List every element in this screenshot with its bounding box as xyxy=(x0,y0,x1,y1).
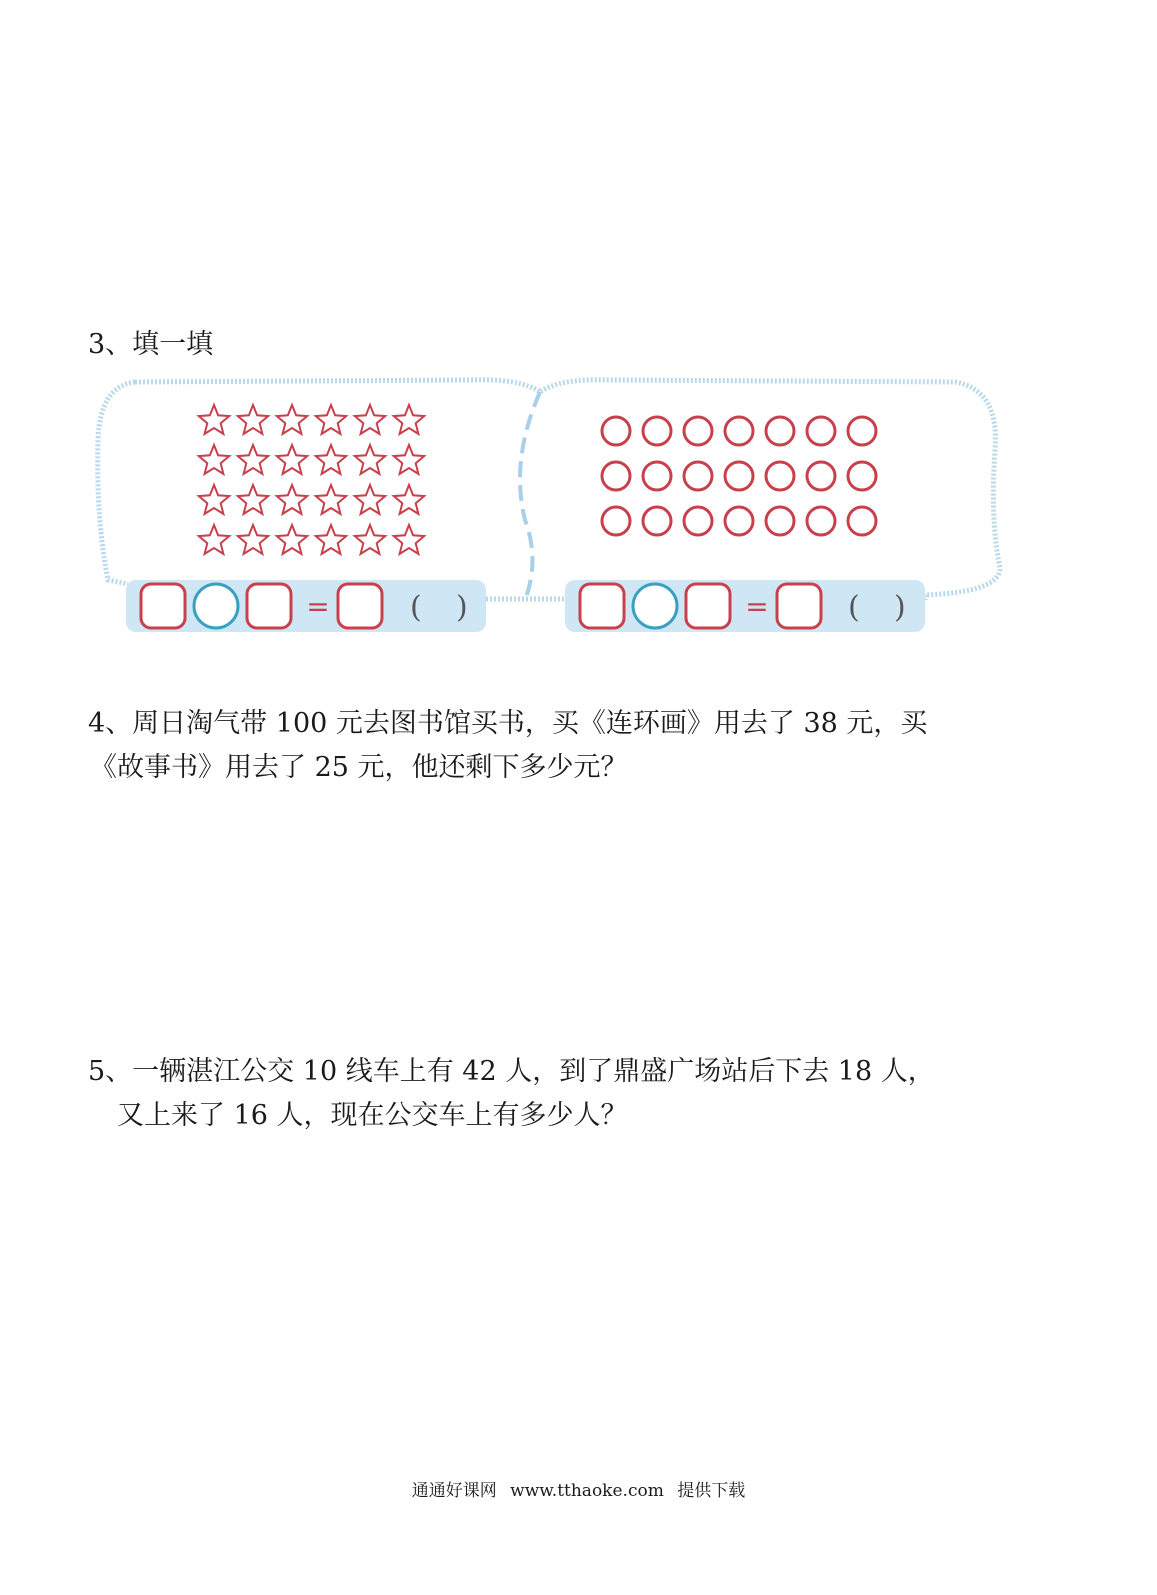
stars-grid xyxy=(199,405,424,554)
question-5-line-2: 又上来了 16 人，现在公交车上有多少人？ xyxy=(117,1100,628,1131)
question-4-line-2: 《故事书》用去了 25 元，他还剩下多少元？ xyxy=(90,752,628,783)
figure-divider xyxy=(520,392,540,600)
star-icon xyxy=(394,445,424,474)
circle-icon xyxy=(848,417,876,445)
page-footer xyxy=(0,1476,1157,1501)
star-icon xyxy=(355,445,385,474)
circle-icon xyxy=(643,417,671,445)
question-4-line-1: 4、周日淘气带 100 元去图书馆买书，买《连环画》用去了 38 元，买 xyxy=(88,708,928,739)
answer-box[interactable] xyxy=(777,584,821,628)
answer-box[interactable] xyxy=(580,584,624,628)
circle-icon xyxy=(684,417,712,445)
star-icon xyxy=(394,485,424,514)
equals-sign: = xyxy=(745,590,769,623)
circle-icon xyxy=(766,507,794,535)
circle-icon xyxy=(725,507,753,535)
circle-icon xyxy=(602,417,630,445)
star-icon xyxy=(355,405,385,434)
star-icon xyxy=(394,525,424,554)
star-icon xyxy=(316,445,346,474)
operator-circle[interactable] xyxy=(194,584,238,628)
footer-site-name: 通通好课网 xyxy=(411,1481,497,1501)
star-icon xyxy=(277,485,307,514)
footer-note: 提供下载 xyxy=(677,1481,746,1501)
answer-box[interactable] xyxy=(338,584,382,628)
star-icon xyxy=(277,525,307,554)
star-icon xyxy=(199,445,229,474)
star-icon xyxy=(394,405,424,434)
equals-sign: = xyxy=(306,590,330,623)
question-3-title: 3、填一填 xyxy=(88,329,214,360)
star-icon xyxy=(277,405,307,434)
circles-grid xyxy=(602,417,876,535)
circle-icon xyxy=(807,417,835,445)
star-icon xyxy=(199,525,229,554)
star-icon xyxy=(316,525,346,554)
circle-icon xyxy=(643,507,671,535)
circle-icon xyxy=(643,462,671,490)
circle-icon xyxy=(684,462,712,490)
circle-icon xyxy=(807,462,835,490)
star-icon xyxy=(238,405,268,434)
footer-url[interactable]: www.tthaoke.com xyxy=(510,1481,664,1501)
answer-box[interactable] xyxy=(247,584,291,628)
circle-icon xyxy=(684,507,712,535)
paren-open: ( xyxy=(410,590,422,625)
star-icon xyxy=(316,485,346,514)
operator-circle[interactable] xyxy=(633,584,677,628)
paren-close: ) xyxy=(456,590,468,625)
answer-box[interactable] xyxy=(686,584,730,628)
circle-icon xyxy=(602,462,630,490)
star-icon xyxy=(316,405,346,434)
star-icon xyxy=(277,445,307,474)
star-icon xyxy=(238,525,268,554)
star-icon xyxy=(199,405,229,434)
star-icon xyxy=(238,445,268,474)
paren-open: ( xyxy=(848,590,860,625)
question-5-line-1: 5、一辆湛江公交 10 线车上有 42 人，到了鼎盛广场站后下去 18 人， xyxy=(88,1056,935,1087)
circle-icon xyxy=(766,417,794,445)
circle-icon xyxy=(725,417,753,445)
star-icon xyxy=(355,525,385,554)
circle-icon xyxy=(848,462,876,490)
paren-close: ) xyxy=(894,590,906,625)
circle-icon xyxy=(807,507,835,535)
star-icon xyxy=(199,485,229,514)
circle-icon xyxy=(766,462,794,490)
star-icon xyxy=(355,485,385,514)
answer-box[interactable] xyxy=(141,584,185,628)
circle-icon xyxy=(602,507,630,535)
fill-in-figure xyxy=(0,0,1157,700)
star-icon xyxy=(238,485,268,514)
circle-icon xyxy=(725,462,753,490)
circle-icon xyxy=(848,507,876,535)
